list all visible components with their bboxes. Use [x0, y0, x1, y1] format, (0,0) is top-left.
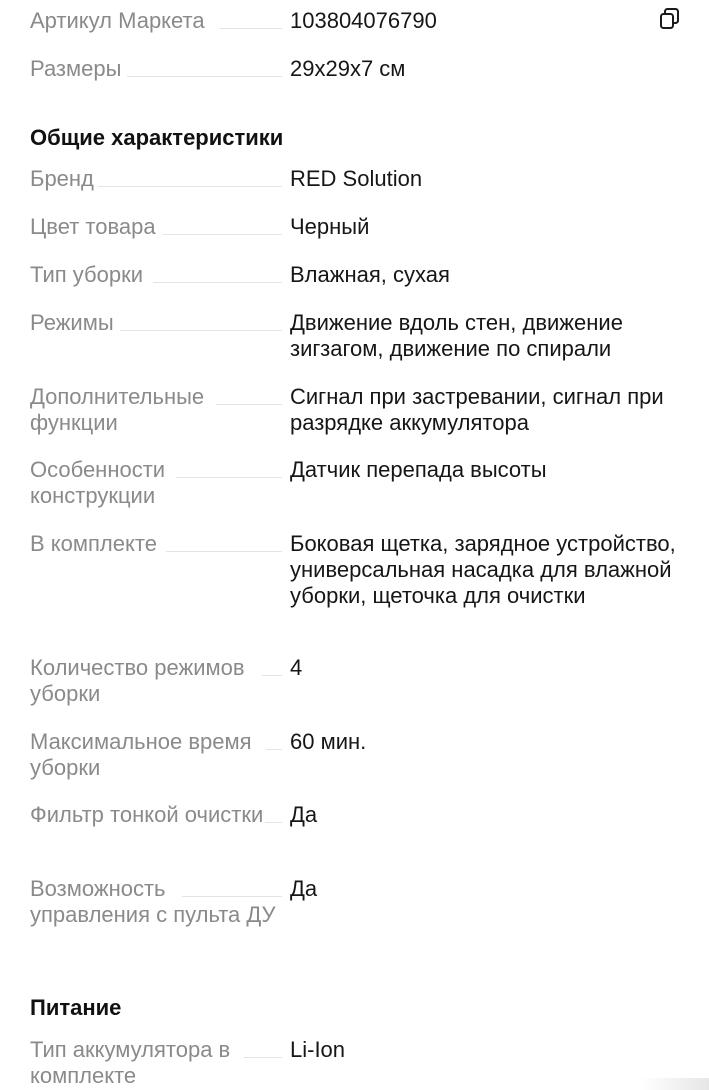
spec-label-col [30, 310, 282, 336]
spec-label-col [30, 214, 282, 240]
spec-label: Тип уборки [30, 262, 144, 287]
leader-line [176, 477, 282, 478]
spec-label-col [30, 262, 282, 288]
spec-label: Фильтр тонкой очистки [30, 802, 264, 827]
leader-line [216, 404, 282, 405]
spec-label-col [30, 8, 282, 34]
leader-line [98, 186, 282, 187]
spec-label: Тип аккумулятора в комплекте [30, 1037, 231, 1088]
spec-value: Боковая щетка, зарядное устройство, универсальная насадка для влажной уборки, щеточка для очистки [290, 531, 676, 608]
spec-value: RED Solution [290, 166, 423, 191]
copy-icon [657, 6, 683, 32]
spec-label-col [30, 531, 282, 557]
spec-value: Да [290, 876, 318, 901]
leader-line [153, 282, 282, 283]
spec-value: Сигнал при застревании, сигнал при разрядке аккумулятора [290, 384, 664, 435]
spec-value: 103804076790 [290, 8, 437, 33]
spec-label: Особенности конструкции [30, 457, 166, 508]
spec-label: Бренд [30, 166, 94, 191]
leader-line [262, 675, 282, 676]
spec-label-col [30, 1037, 282, 1089]
spec-value: 4 [290, 655, 303, 680]
leader-line [127, 76, 282, 77]
copy-sku-button[interactable] [657, 6, 683, 32]
spec-value: 29x29x7 см [290, 56, 406, 81]
leader-line [220, 28, 282, 29]
leader-line [120, 330, 282, 331]
spec-label-col [30, 457, 282, 509]
spec-label-col [30, 729, 282, 781]
bottom-overlay [640, 1078, 709, 1090]
spec-value: Датчик перепада высоты [290, 457, 547, 482]
spec-label-col [30, 384, 282, 436]
spec-label-col [30, 655, 282, 707]
spec-value: 60 мин. [290, 729, 367, 754]
spec-label-col [30, 56, 282, 82]
spec-label-col [30, 876, 282, 928]
spec-label: В комплекте [30, 531, 157, 556]
spec-label: Цвет товара [30, 214, 156, 239]
spec-label: Размеры [30, 56, 122, 81]
leader-line [163, 234, 282, 235]
spec-value: Влажная, сухая [290, 262, 450, 287]
leader-line [244, 1057, 282, 1058]
spec-label: Режимы [30, 310, 114, 335]
spec-label: Возможность управления с пульта ДУ [30, 876, 276, 927]
leader-line [266, 749, 282, 750]
spec-label: Дополнительные функции [30, 384, 205, 435]
spec-label: Количество режимов уборки [30, 655, 245, 706]
section-title-general: Общие характеристики [30, 125, 284, 150]
section-title-power: Питание [30, 995, 122, 1020]
spec-label: Максимальное время уборки [30, 729, 252, 780]
spec-value: Черный [290, 214, 370, 239]
spec-value: Движение вдоль стен, движение зигзагом, движение по спирали [290, 310, 623, 361]
spec-label-col [30, 802, 282, 828]
spec-value: Да [290, 802, 318, 827]
spec-value: Li-Ion [290, 1037, 346, 1062]
spec-label-col [30, 166, 282, 192]
leader-line [166, 551, 282, 552]
leader-line [182, 896, 282, 897]
spec-label: Артикул Маркета [30, 8, 205, 33]
